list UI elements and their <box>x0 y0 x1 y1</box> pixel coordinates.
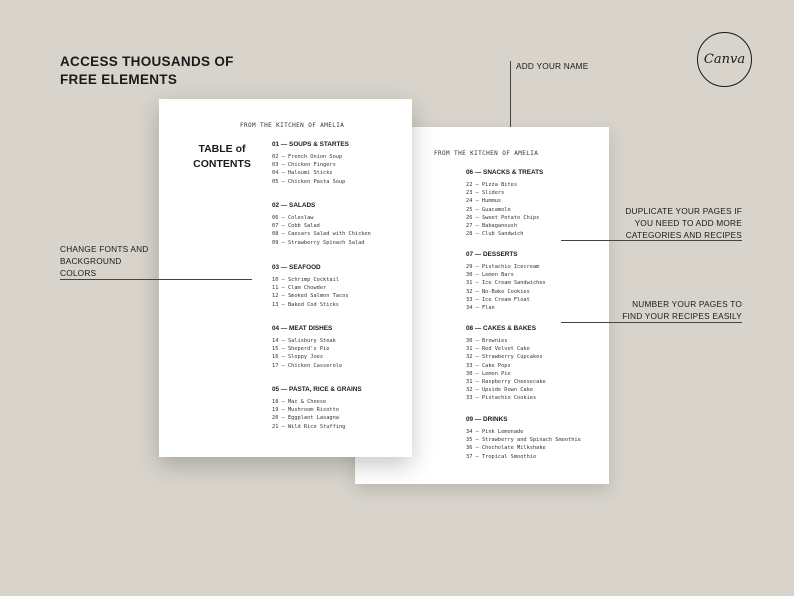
recipe-item: 20 — Eggplant Lasagna <box>272 415 339 422</box>
recipe-item: 30 — Lemon Bars <box>466 272 514 279</box>
annotation-duplicate-line-2: YOU NEED TO ADD MORE <box>634 218 742 228</box>
toc-section <box>272 263 349 309</box>
annotation-duplicate-line <box>561 240 742 241</box>
toc-section <box>272 385 362 431</box>
annotation-duplicate-line-3: CATEGORIES AND RECIPES <box>625 230 742 240</box>
toc-title <box>192 142 252 172</box>
toc-section <box>466 324 546 403</box>
section-heading: 09 — DRINKS <box>466 416 508 423</box>
toc-page-left <box>159 99 412 457</box>
section-heading: 04 — MEAT DISHES <box>272 325 333 332</box>
recipe-item: 10 — Schrimp Cocktail <box>272 277 339 283</box>
recipe-item: 19 — Mushroom Risotto <box>272 407 339 414</box>
recipe-item: 23 — Sliders <box>466 190 505 197</box>
headline-line-1: ACCESS THOUSANDS OF <box>60 54 234 69</box>
annotation-change-fonts-line-1: CHANGE FONTS AND <box>60 244 149 254</box>
page-header: FROM THE KITCHEN OF AMELIA <box>240 122 345 129</box>
section-heading: 05 — PASTA, RICE & GRAINS <box>272 386 362 393</box>
recipe-item: 08 — Caesars Salad with Chicken <box>272 231 371 238</box>
recipe-item: 05 — Chicken Pasta Soup <box>272 178 346 185</box>
annotation-change-fonts <box>60 243 148 279</box>
recipe-item: 06 — Coleslaw <box>272 215 314 221</box>
section-heading: 07 — DESSERTS <box>466 251 518 258</box>
recipe-item: 30 — Brownies <box>466 338 508 344</box>
headline-line-2: FREE ELEMENTS <box>60 72 178 87</box>
recipe-item: 11 — Clam Chowder <box>272 285 327 292</box>
toc-section <box>466 250 546 312</box>
recipe-item: 07 — Cobb Salad <box>272 223 320 230</box>
toc-section <box>272 324 342 370</box>
canva-logo <box>697 32 752 87</box>
recipe-item: 18 — Mac & Cheese <box>272 399 327 405</box>
section-heading: 08 — CAKES & BAKES <box>466 325 536 332</box>
toc-section <box>466 168 543 238</box>
recipe-item: 30 — Lemon Pie <box>466 370 511 377</box>
recipe-item: 35 — Strawberry and Spinach Smoothie <box>466 437 581 444</box>
toc-section <box>272 201 371 247</box>
section-heading: 03 — SEAFOOD <box>272 264 321 271</box>
annotation-number-pages <box>600 298 742 322</box>
canva-logo-text: Canva <box>703 52 746 67</box>
recipe-item: 34 — Pink Lemonade <box>466 429 524 435</box>
recipe-item: 22 — Pizza Bites <box>466 182 518 188</box>
recipe-item: 17 — Chicken Casserole <box>272 362 343 369</box>
toc-title-line-1: TABLE of <box>198 143 246 155</box>
annotation-duplicate-line-1: DUPLICATE YOUR PAGES IF <box>625 206 742 216</box>
recipe-item: 16 — Sloppy Joes <box>272 354 324 361</box>
recipe-item: 27 — Babaganoush <box>466 223 518 230</box>
recipe-item: 28 — Club Sandwich <box>466 231 524 238</box>
recipe-item: 31 — Raspberry Cheesecake <box>466 379 546 386</box>
recipe-item: 33 — Pistachio Cookies <box>466 395 537 402</box>
recipe-item: 03 — Chicken Fingers <box>272 162 336 169</box>
recipe-item: 31 — Ice Cream Sandwiches <box>466 280 546 287</box>
section-heading: 01 — SOUPS & STARTES <box>272 141 349 148</box>
annotation-number-pages-line-1: NUMBER YOUR PAGES TO <box>632 299 742 309</box>
recipe-item: 24 — Hummus <box>466 198 502 205</box>
recipe-item: 32 — Strawberry Cupcakes <box>466 354 543 361</box>
recipe-item: 33 — Cake Pops <box>466 362 511 369</box>
toc-section <box>466 415 581 461</box>
recipe-item: 33 — Ice Cream Float <box>466 296 530 303</box>
annotation-number-pages-line-2: FIND YOUR RECIPES EASILY <box>622 311 742 321</box>
recipe-item: 12 — Smoked Salmon Tacos <box>272 293 349 300</box>
recipe-item: 32 — No-Bake Cookies <box>466 288 530 295</box>
recipe-item: 37 — Tropical Smoothie <box>466 453 537 460</box>
recipe-item: 32 — Upside Down Cake <box>466 387 533 394</box>
headline <box>60 53 234 89</box>
annotation-change-fonts-line-2: BACKGROUND <box>60 256 122 266</box>
recipe-item: 02 — French Onion Soup <box>272 154 343 160</box>
section-heading: 02 — SALADS <box>272 202 316 209</box>
recipe-item: 21 — Wild Rice Stuffing <box>272 423 346 430</box>
annotation-duplicate <box>600 205 742 241</box>
recipe-item: 09 — Strawberry Spinach Salad <box>272 239 365 246</box>
recipe-item: 15 — Sheperd's Pie <box>272 346 330 353</box>
annotation-number-pages-line <box>561 322 742 323</box>
recipe-item: 14 — Salisbury Steak <box>272 338 336 344</box>
recipe-item: 31 — Red Velvet Cake <box>466 346 530 353</box>
toc-title-line-2: CONTENTS <box>193 158 251 170</box>
recipe-item: 13 — Baked Cod Sticks <box>272 301 339 308</box>
recipe-item: 25 — Guacamole <box>466 206 511 213</box>
page-header: FROM THE KITCHEN OF AMELIA <box>434 150 539 157</box>
section-heading: 06 — SNACKS & TREATS <box>466 169 544 176</box>
recipe-item: 26 — Sweet Potato Chips <box>466 214 540 221</box>
recipe-item: 34 — Flan <box>466 305 495 312</box>
recipe-item: 36 — Chocholate Milkshake <box>466 445 546 452</box>
toc-section <box>272 140 349 186</box>
recipe-item: 04 — Haloumi Sticks <box>272 170 333 177</box>
recipe-item: 29 — Pistachio Icecream <box>466 264 540 270</box>
annotation-change-fonts-line-3: COLORS <box>60 268 97 278</box>
annotation-add-name: ADD YOUR NAME <box>516 61 589 71</box>
annotation-change-fonts-line <box>60 279 252 280</box>
